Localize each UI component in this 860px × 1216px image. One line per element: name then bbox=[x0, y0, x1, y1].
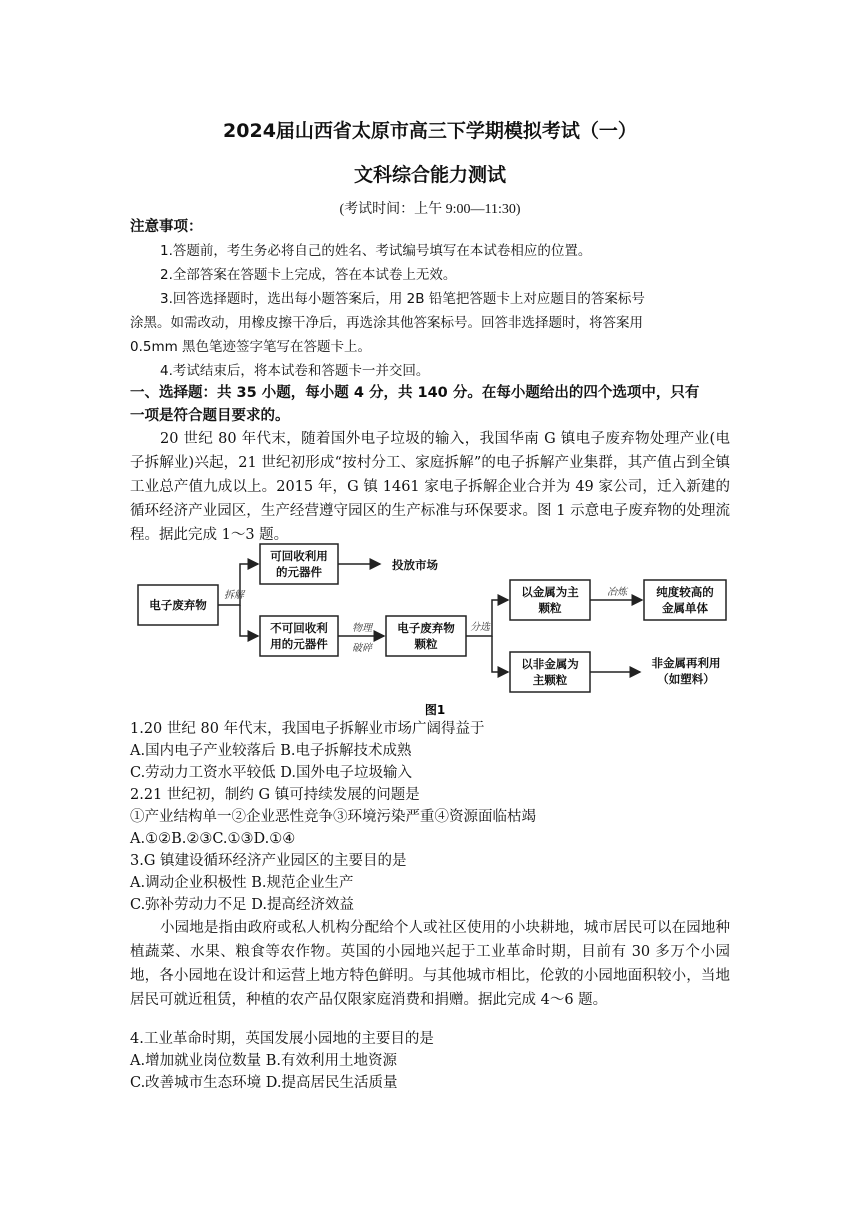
node-nonrecyclable-2: 用的元器件 bbox=[270, 637, 328, 651]
passage-2: 小园地是指由政府或私人机构分配给个人或社区使用的小块耕地，城市居民可以在园地种植蔬菜、水果、粮食等农作物。英国的小园地兴起于工业革命时期，目前有 30 多万个小园地，各小园地在设计和运营上地方特色鲜明。与其他城市相比，伦敦的小园地面积较小，当地居民可就近租赁，种植的农产品仅限家庭消费和捐赠。据此完成 4～6 题。 bbox=[130, 920, 730, 1008]
edge-sort: 分选 bbox=[470, 622, 490, 633]
question-3: 3.G 镇建设循环经济产业园区的主要目的是 bbox=[130, 853, 407, 869]
node-nonrecyclable-1: 不可回收利 bbox=[270, 621, 328, 635]
question-1-options-ab: A.国内电子产业较落后 B.电子拆解技术成熟 bbox=[130, 743, 412, 759]
node-pure-1: 纯度较高的 bbox=[656, 585, 714, 599]
node-metal-2: 颗粒 bbox=[538, 601, 562, 615]
question-1-options-cd: C.劳动力工资水平较低 D.国外电子垃圾输入 bbox=[130, 765, 413, 781]
notice-item-2: 2.全部答案在答题卡上完成，答在本试卷上无效。 bbox=[160, 267, 457, 283]
figure-caption: 图1 bbox=[424, 703, 446, 717]
notice-item-3: 3.回答选择题时，选出每小题答案后，用 2B 铅笔把答题卡上对应题目的答案标号 bbox=[160, 291, 645, 307]
question-3-options-cd: C.弥补劳动力不足 D.提高经济效益 bbox=[130, 897, 355, 913]
question-2-options: A.①②B.②③C.①③D.①④ bbox=[130, 831, 296, 847]
node-recyclable-2: 的元器件 bbox=[276, 565, 322, 579]
edge-smelt: 冶炼 bbox=[607, 587, 627, 598]
section-heading-line2: 一项是符合题目要求的。 bbox=[130, 408, 290, 424]
notice-item-3-cont: 涂黑。如需改动，用橡皮擦干净后，再选涂其他答案标号。回答非选择题时，将答案用 bbox=[130, 315, 643, 331]
node-nonmetal-2: 主颗粒 bbox=[532, 673, 568, 687]
node-market: 投放市场 bbox=[392, 558, 438, 572]
question-4: 4.工业革命时期，英国发展小园地的主要目的是 bbox=[130, 1031, 434, 1047]
question-4-options-cd: C.改善城市生态环境 D.提高居民生活质量 bbox=[130, 1075, 398, 1091]
notice-heading: 注意事项： bbox=[130, 219, 203, 235]
node-recyclable-1: 可回收利用 bbox=[270, 549, 328, 563]
passage-1: 20 世纪 80 年代末，随着国外电子垃圾的输入，我国华南 G 镇电子废弃物处理产业(电子拆解业)兴起，21 世纪初形成“按村分工、家庭拆解”的电子拆解产业集群，其产值占到全镇工业总产值九成以上。2015 年，G 镇 1461 家电子拆解企业合并为 49 家公司，迁入新建的循环经济产业园区，生产经营遵守园区的生产标准与环保要求。图 1 示意电子废弃物的处理流程。据此完成 1～3 题。 bbox=[130, 431, 730, 543]
edge-crush: 破碎 bbox=[352, 643, 372, 654]
node-metal-1: 以金属为主 bbox=[521, 585, 579, 599]
edge-physical: 物理 bbox=[352, 623, 372, 634]
section-heading-line1: 一、选择题：共 35 小题，每小题 4 分，共 140 分。在每小题给出的四个选项中，只有 bbox=[130, 385, 700, 401]
exam-title: 2024届山西省太原市高三下学期模拟考试（一） bbox=[223, 120, 637, 142]
node-reuse-1: 非金属再利用 bbox=[651, 656, 721, 670]
node-particles-2: 颗粒 bbox=[414, 637, 438, 651]
node-particles-1: 电子废弃物 bbox=[397, 621, 455, 635]
notice-item-1: 1.答题前，考生务必将自己的姓名、考试编号填写在本试卷相应的位置。 bbox=[160, 243, 592, 259]
node-waste: 电子废弃物 bbox=[149, 598, 207, 612]
question-1: 1.20 世纪 80 年代末，我国电子拆解业市场广阔得益于 bbox=[130, 721, 485, 737]
notice-item-4: 4.考试结束后，将本试卷和答题卡一并交回。 bbox=[160, 363, 430, 379]
edge-dismantle: 拆解 bbox=[224, 590, 244, 601]
exam-time: (考试时间：上午 9:00—11:30) bbox=[339, 202, 521, 217]
question-3-options-ab: A.调动企业积极性 B.规范企业生产 bbox=[130, 875, 354, 891]
exam-subtitle: 文科综合能力测试 bbox=[353, 164, 506, 186]
node-reuse-2: （如塑料） bbox=[657, 672, 715, 686]
question-2-statements: ①产业结构单一②企业恶性竞争③环境污染严重④资源面临枯竭 bbox=[130, 809, 536, 825]
notice-item-3-cont2: 0.5mm 黑色笔迹签字笔写在答题卡上。 bbox=[130, 339, 372, 355]
question-2: 2.21 世纪初，制约 G 镇可持续发展的问题是 bbox=[130, 787, 420, 803]
flowchart bbox=[130, 540, 730, 720]
question-4-options-ab: A.增加就业岗位数量 B.有效利用土地资源 bbox=[130, 1053, 397, 1069]
figure-1 bbox=[130, 540, 730, 720]
node-pure-2: 金属单体 bbox=[662, 601, 708, 615]
node-nonmetal-1: 以非金属为 bbox=[521, 657, 579, 671]
